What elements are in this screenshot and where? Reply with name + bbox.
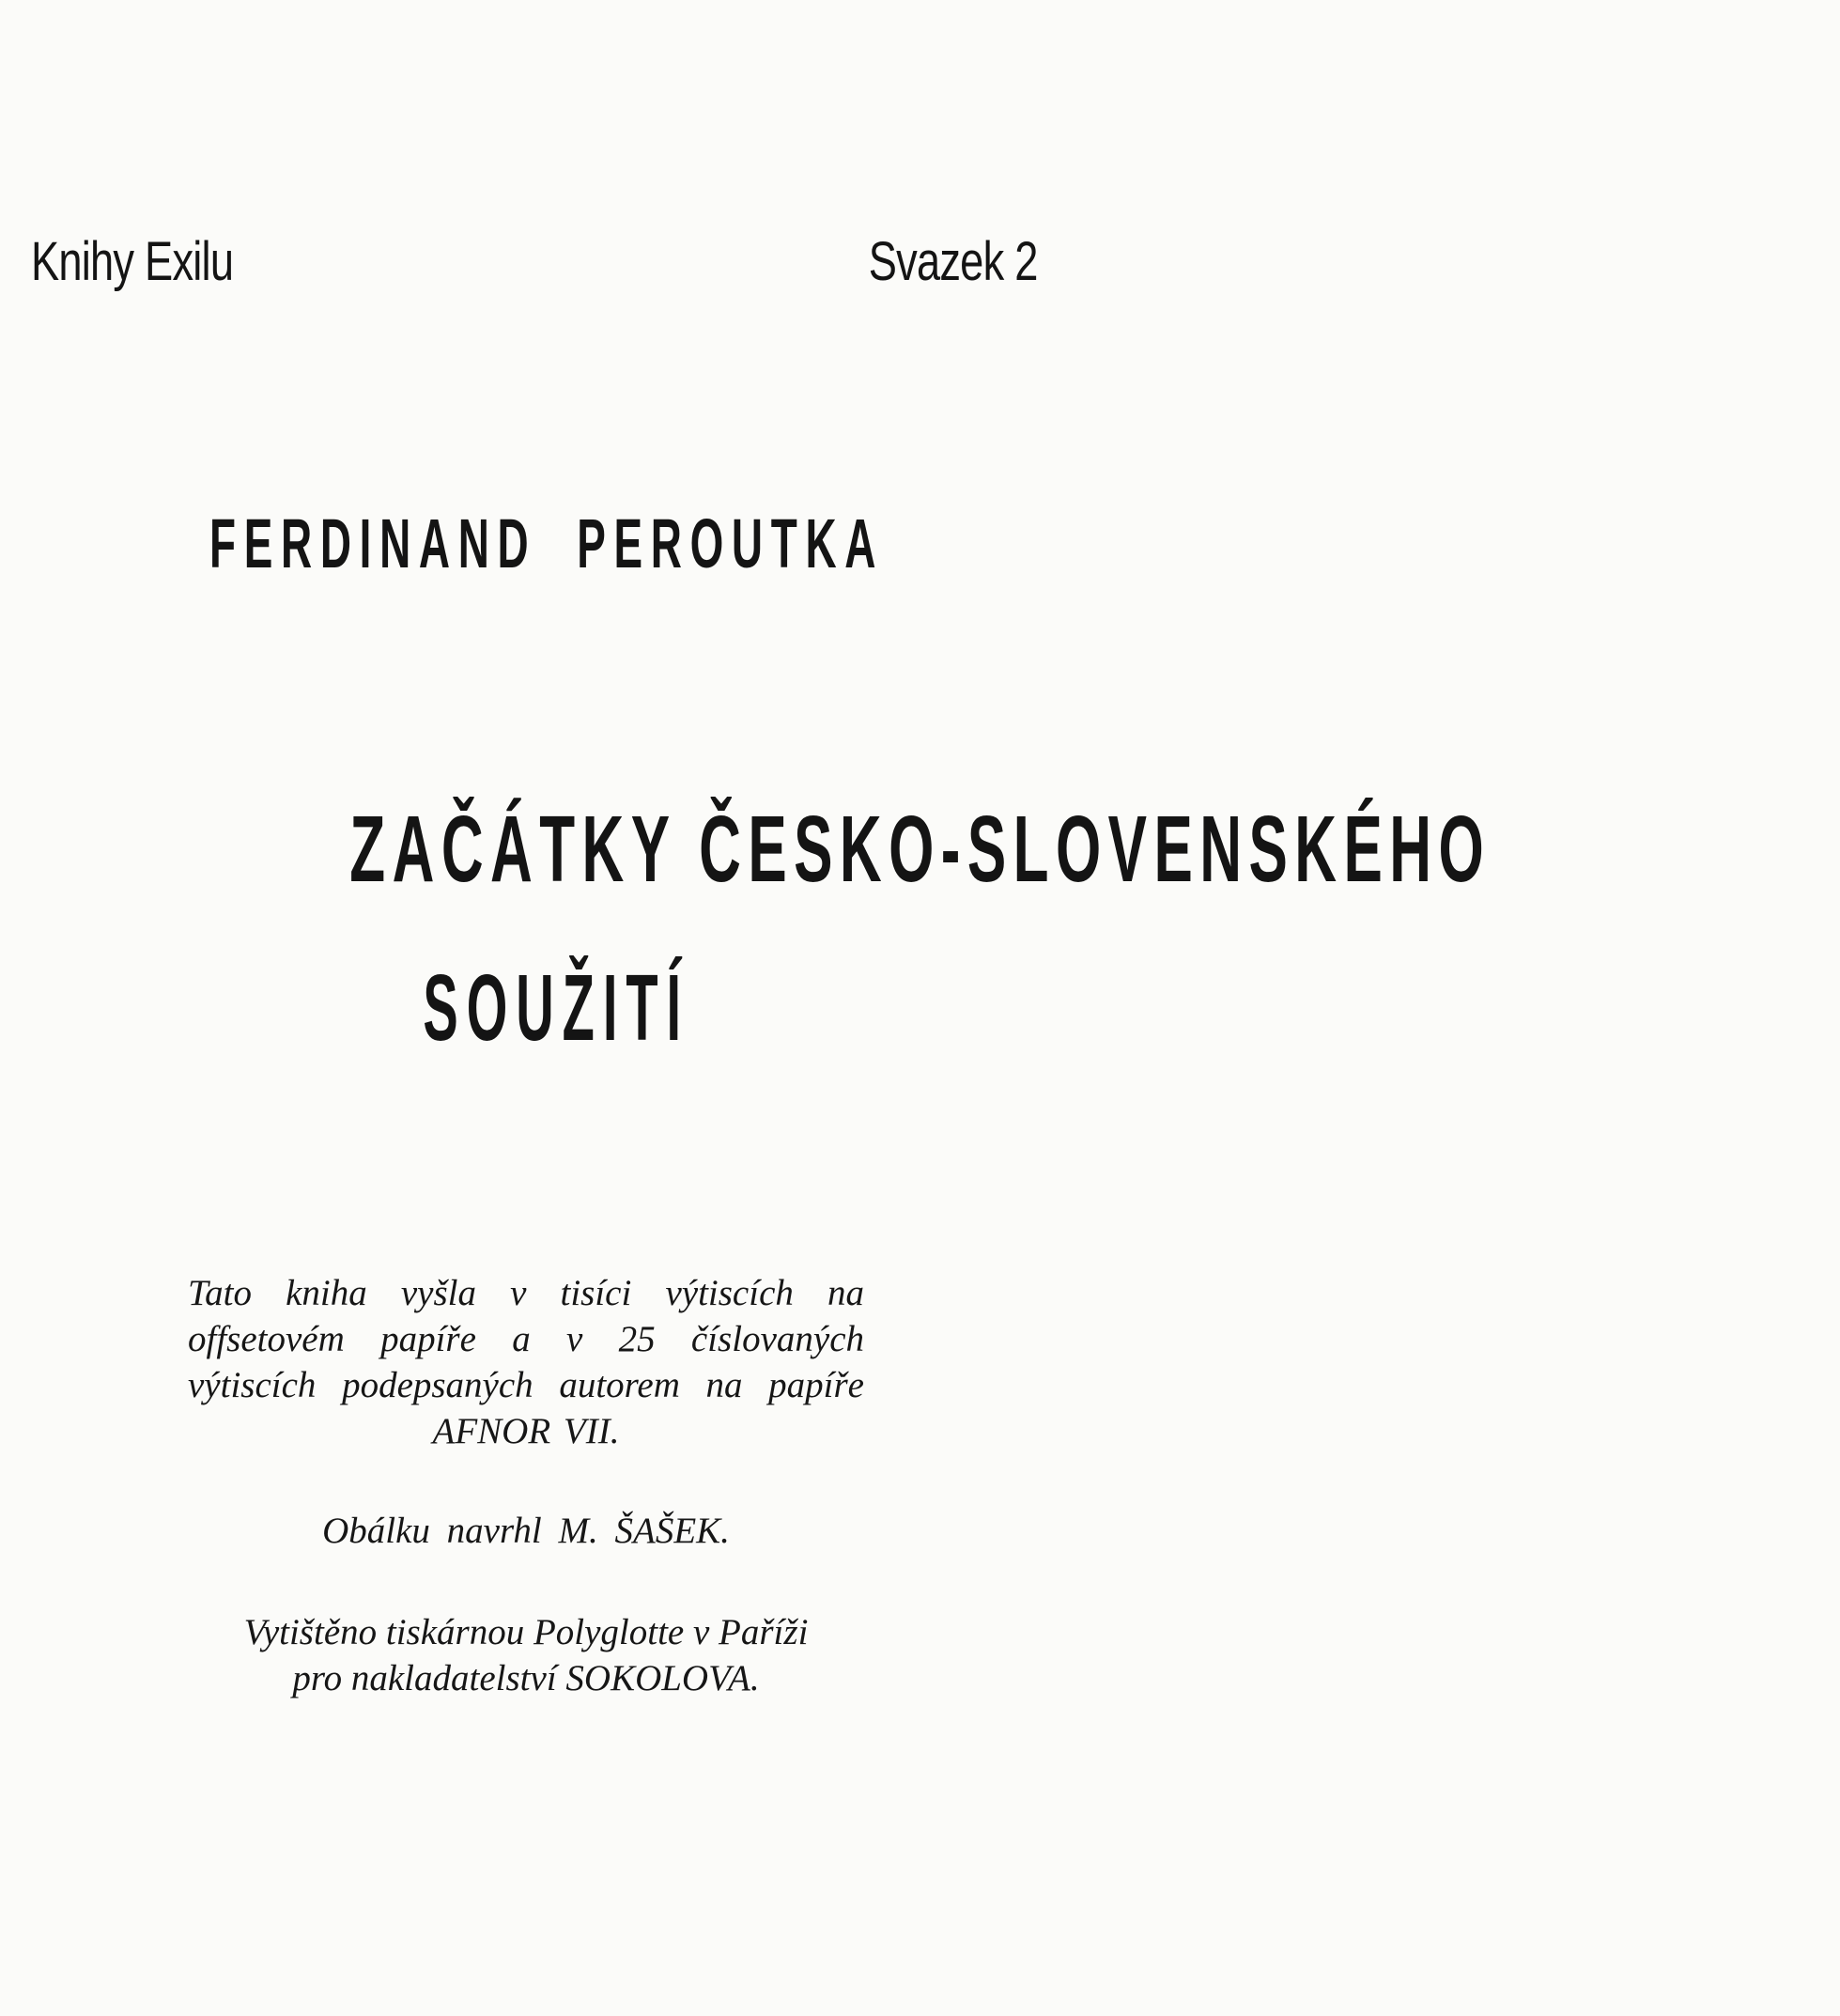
book-title-line-1 bbox=[0, 797, 1492, 902]
series-name: Knihy Exilu bbox=[31, 231, 234, 292]
book-title-line-1-text: ZAČÁTKY ČESKO-SLOVENSKÉHO bbox=[349, 797, 1492, 902]
printer-line-2: pro nakladatelství SOKOLOVA. bbox=[292, 1658, 760, 1698]
volume-number: Svazek 2 bbox=[869, 231, 1038, 292]
edition-note bbox=[188, 1270, 864, 1454]
author-name bbox=[0, 504, 1113, 582]
author-name-text: FERDINAND PEROUTKA bbox=[209, 504, 885, 582]
printer-line-1: Vytištěno tiskárnou Polyglotte v Paříži bbox=[243, 1612, 809, 1652]
printer-info bbox=[188, 1609, 864, 1701]
cover-credit bbox=[188, 1508, 864, 1554]
book-title-line-2 bbox=[0, 955, 1113, 1061]
cover-credit-text: Obálku navrhl M. ŠAŠEK. bbox=[322, 1511, 730, 1551]
edition-note-text: Tato kniha vyšla v tisíci výtiscích na offsetovém papíře a v 25 číslovaných výtiscích podepsaných autorem na papíře AFNOR VII. bbox=[188, 1273, 864, 1451]
book-title-line-2-text: SOUŽITÍ bbox=[423, 955, 690, 1061]
